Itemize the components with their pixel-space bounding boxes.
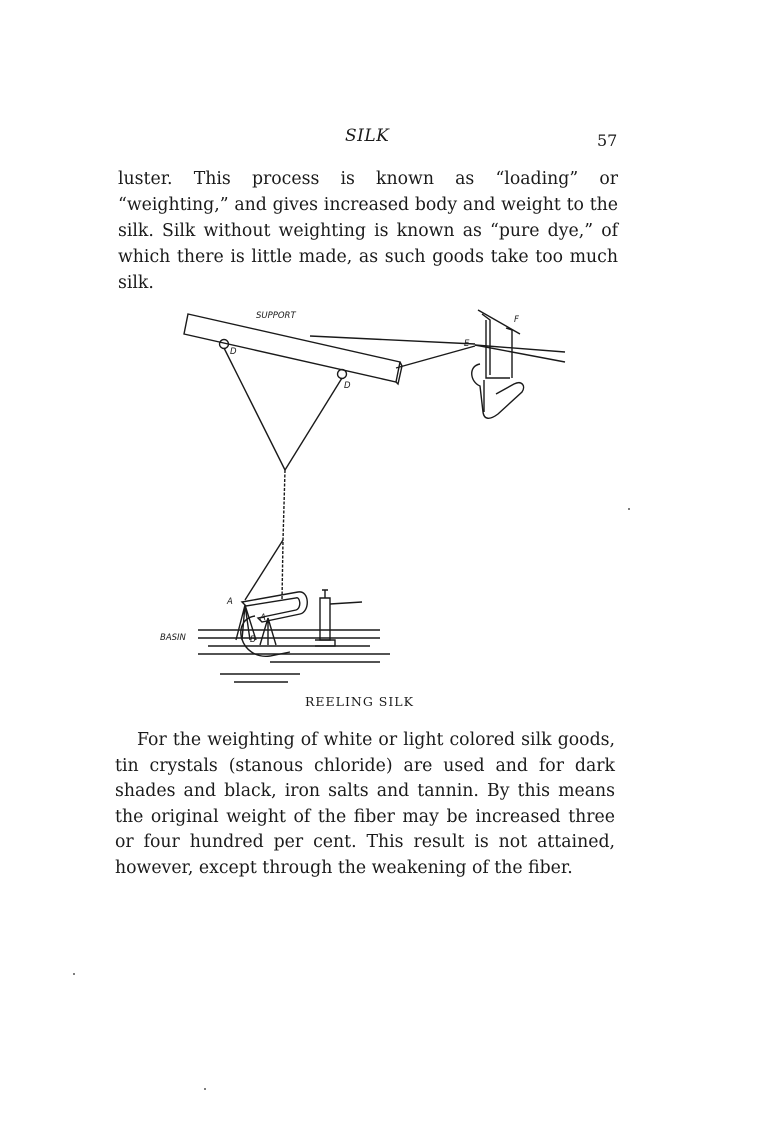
speck <box>204 1088 206 1090</box>
label-support: SUPPORT <box>256 311 296 321</box>
figure-caption: REELING SILK <box>305 694 414 709</box>
label-basin: BASIN <box>160 633 186 643</box>
speck <box>628 508 630 510</box>
label-d-left: D <box>230 347 237 357</box>
label-d-right: D <box>344 381 351 391</box>
crank-post <box>320 598 330 640</box>
running-head: SILK <box>345 126 390 146</box>
label-a-right: A <box>260 613 266 623</box>
label-a-left: A <box>227 597 233 607</box>
page-number: 57 <box>597 131 618 150</box>
support-beam <box>184 314 400 382</box>
label-f: F <box>514 315 519 325</box>
paragraph-bottom: For the weighting of white or light colored silk goods, tin crystals (stanous chloride) are used and for dark shades and black, iron salts and tannin. By this means the original weight of the fiber may be increased three or four hundred per cent. This result is not attained, however, except through the weakening of the fiber. <box>115 730 615 878</box>
label-e: E <box>464 339 470 349</box>
speck <box>73 973 75 975</box>
paragraph-top: luster. This process is known as “loading” or “weighting,” and gives increased body and weight to the silk. Silk without weighting is known as “pure dye,” of which there is little made, as such goods take too much silk. <box>118 169 618 293</box>
hanging-frame <box>472 364 524 418</box>
reeling-silk-illustration <box>150 300 580 690</box>
basin <box>198 630 390 662</box>
twisted-strand <box>282 470 285 600</box>
pulley-right <box>338 370 347 379</box>
label-b: B <box>250 635 256 645</box>
